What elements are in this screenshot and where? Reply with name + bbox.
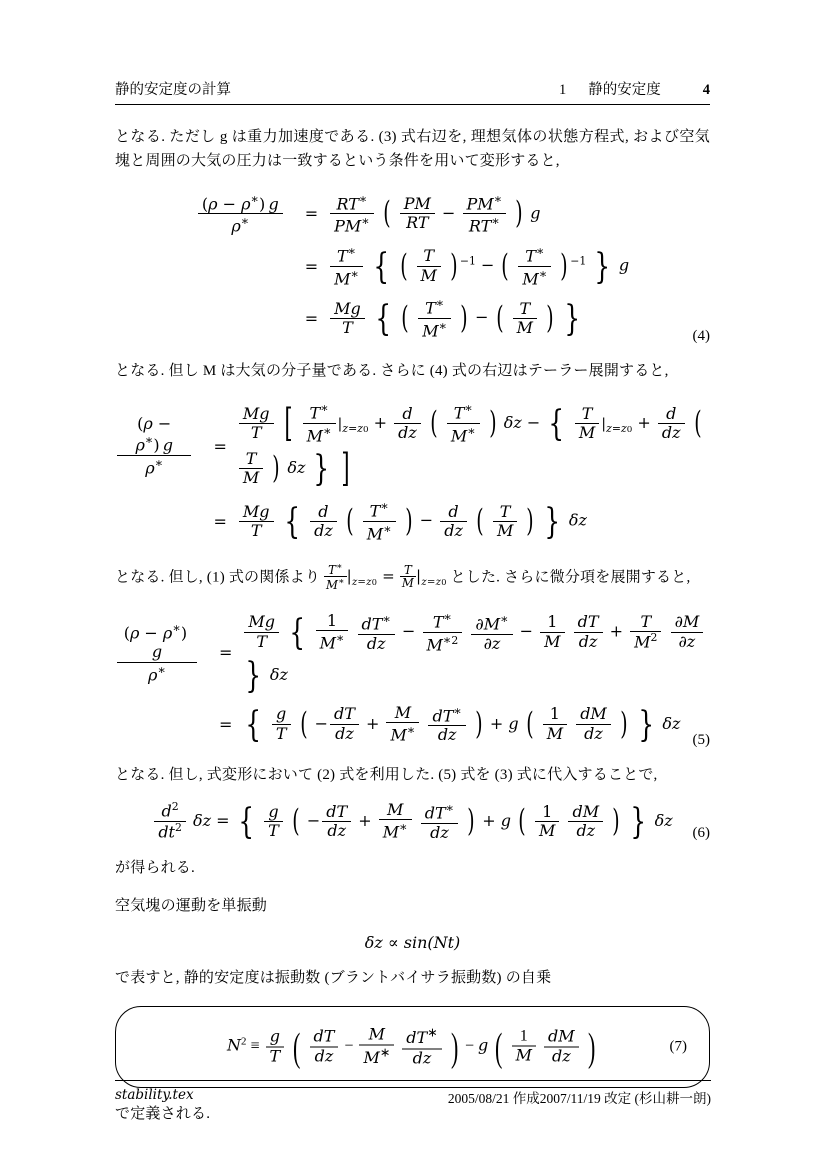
equation-7-number: (7) (669, 1038, 687, 1055)
paragraph-7: で表すと, 静的安定度は振動数 (ブラントバイサラ振動数) の自乗 (115, 969, 552, 986)
paragraph-3-part2: とした. さらに微分項を展開すると, (446, 568, 691, 585)
equation-5-block (115, 606, 710, 749)
equation-7: $N^2$ ≡ $\frac{g}{T}$ ( $\frac{dT}{dz}$ − $\frac{M}{M^∗}$ $\frac{dT^∗}{dz}$ ) − g ( $\frac{1}{M}$ $\frac{dM}{dz}$ ) (227, 1024, 595, 1070)
paragraph-1: となる. ただし g は重力加速度である. (3) 式右辺を, 理想気体の状態方程式, および空気塊と周囲の大気の圧力は一致するという条件を用いて変形すると, (115, 129, 710, 170)
equation-5: $\frac{(\rho - \rho^∗) g}{\rho^∗}$ = $\frac{Mg}{T}$ { $\frac{1}{M^∗}$ $\frac{dT^∗}{dz}$ − $\frac{T^∗}{M^{∗2}}$ $\frac{\partial M^∗}{\partial z}$ − $\frac{1}{M}$ $\frac{dT}{dz}$ + $\frac{T}{M^2}$ $\frac{\partial M}{\partial z}$ } δz = { $\frac{g}{T}$ ( − $\frac{dT}{dz}$ + $\frac{M}{M^∗}$ $\frac{dT^∗}{dz}$ ) + g ( $\frac{1}{M}$ $\frac{dM}{dz}$ ) } δz (115, 606, 710, 749)
equation-5-number: (5) (692, 731, 710, 748)
header-page-number: 4 (702, 82, 710, 98)
header-section-title: 静的安定度 (588, 82, 661, 98)
paragraph-6: 空気塊の運動を単振動 (115, 898, 268, 915)
equation-7-box (115, 1006, 710, 1088)
paragraph-4: となる. 但し, 式変形において (2) 式を利用した. (5) 式を (3) 式に代入することで, (115, 766, 658, 783)
paragraph-3-math: $\frac{T^∗}{M^∗}$ $|_{z=z0}$ = $\frac{T}{M}$ $|_{z=z0}$ (326, 561, 447, 593)
equation-6: $\frac{d^2}{dt^2}$ δz = { $\frac{g}{T}$ ( − $\frac{dT}{dz}$ + $\frac{M}{M^∗}$ $\frac{dT^∗}{dz}$ ) + g ( $\frac{1}{M}$ $\frac{dM}{dz}$ ) } δz (115, 801, 710, 842)
header-section-number: 1 (559, 82, 567, 98)
page-footer (115, 1080, 711, 1107)
equation-4-block (115, 188, 710, 345)
paragraph-2: となる. 但し M は大気の分子量である. さらに (4) 式の右辺はテーラー展開すると, (115, 362, 669, 379)
taylor-expansion-block (115, 397, 710, 547)
footer-dates: 2005/08/21 作成2007/11/19 改定 (杉山耕一朗) (447, 1091, 711, 1106)
paragraph-3-part1: となる. 但し, (1) 式の関係より (115, 568, 324, 585)
page-content (115, 78, 710, 1126)
page-header (115, 78, 710, 105)
taylor-expansion: $\frac{(\rho - \rho^∗) g}{\rho^∗}$ = $\frac{Mg}{T}$ [ $\frac{T^∗}{M^∗}$ $|_{z=z0}$ + $\frac{d}{dz}$ ( $\frac{T^∗}{M^∗}$ ) δz − { $\frac{T}{M}$ $|_{z=z0}$ + $\frac{d}{dz}$ ( $\frac{T}{M}$ ) δz } ] = $\frac{Mg}{T}$ { $\frac{d}{dz}$ ( $\frac{T^∗}{M^∗}$ ) − $\frac{d}{dz}$ ( $\frac{T}{M}$ ) } δz (115, 397, 710, 547)
paragraph-5: が得られる. (115, 860, 195, 877)
oscillation-equation: δz ∝ sin(Nt) (364, 932, 461, 952)
equation-4: $\frac{(\rho - \rho^∗) g}{\rho^∗}$ = $\frac{RT^∗}{PM^∗}$ ( $\frac{PM}{RT}$ − $\frac{PM^∗}{RT^∗}$ ) g = $\frac{T^∗}{M^∗}$ { ( $\frac{T}{M}$ ) $^{-1}$ − ( $\frac{T^∗}{M^∗}$ ) $^{-1}$ } g = $\frac{Mg}{T}$ { ( $\frac{T^∗}{M^∗}$ ) − ( $\frac{T}{M}$ ) } (196, 188, 629, 345)
oscillation-equation-block (115, 933, 710, 952)
paragraph-3 (115, 562, 710, 593)
header-document-title: 静的安定度の計算 (115, 82, 231, 98)
equation-4-number: (4) (692, 327, 710, 344)
equation-6-number: (6) (692, 825, 710, 842)
equation-6-block (115, 801, 710, 842)
footer-filename: stability.tex (115, 1087, 194, 1103)
header-section-info (559, 78, 710, 99)
paragraph-8: で定義される. (115, 1105, 211, 1122)
